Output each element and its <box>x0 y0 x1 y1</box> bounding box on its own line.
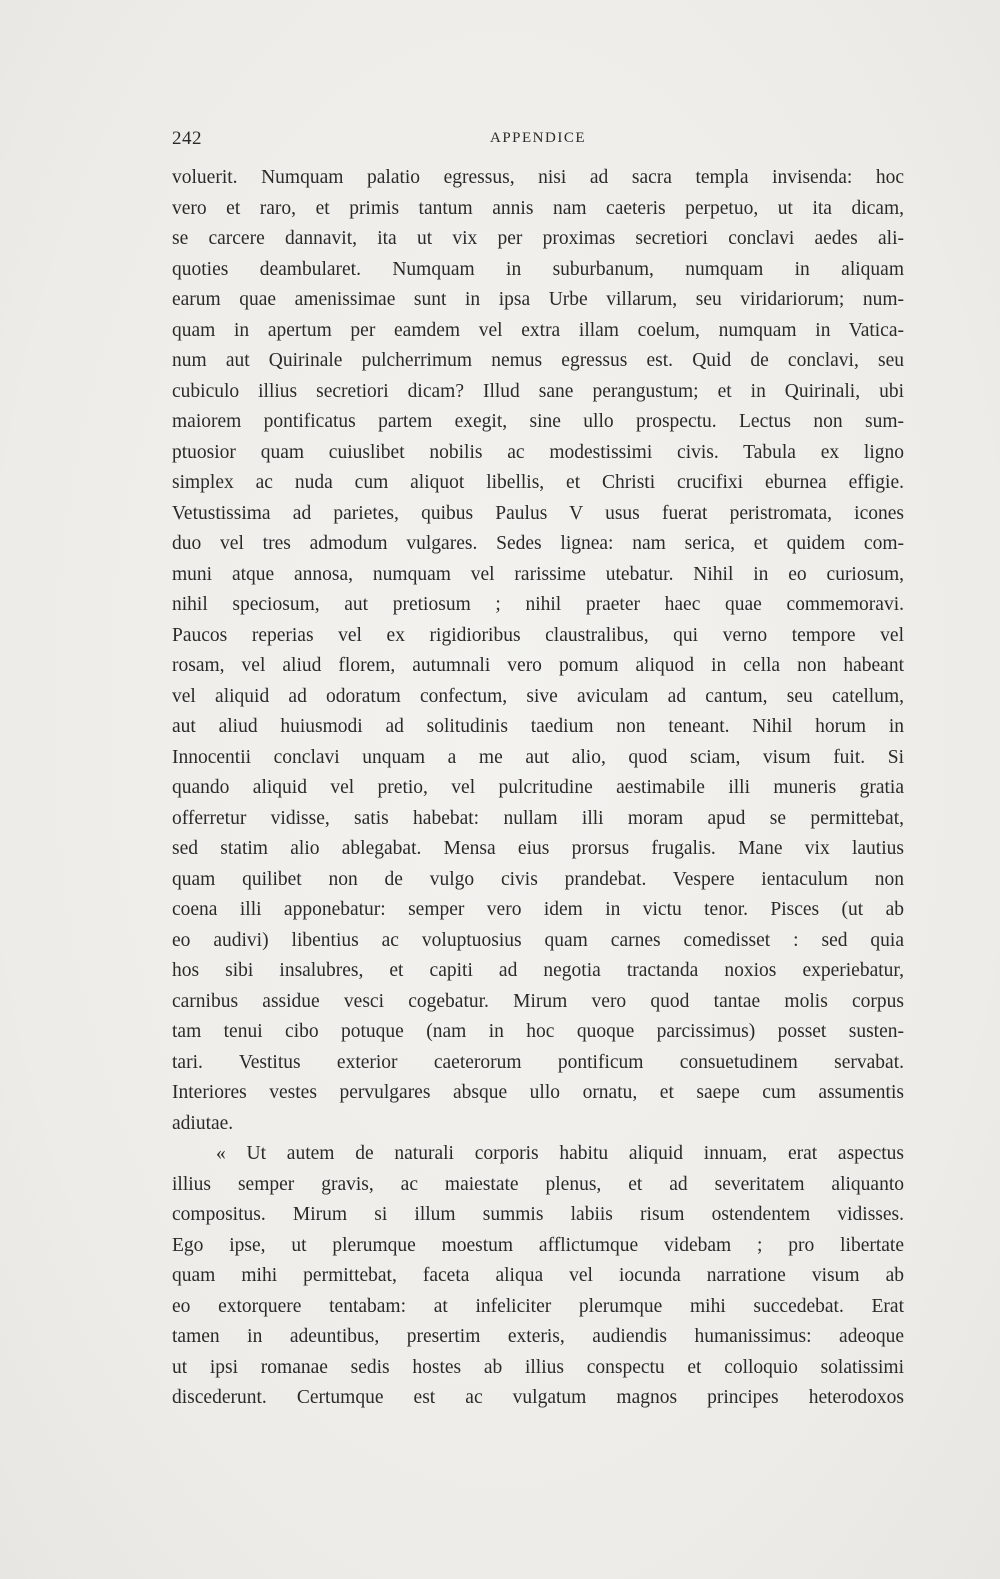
text-line: cubiculo illius secretiori dicam? Illud sane perangustum; et in Quirinali, ubi <box>172 380 904 402</box>
text-line: maiorem pontificatus partem exegit, sine ullo prospectu. Lectus non sum- <box>172 411 904 432</box>
text-line: hos sibi insalubres, et capiti ad negotia tractanda noxios experiebatur, <box>172 960 904 981</box>
running-head <box>172 128 904 152</box>
text-line: Vetustissima ad parietes, quibus Paulus V usus fuerat peristromata, icones <box>172 502 904 524</box>
text-line: illius semper gravis, ac maiestate plenus, et ad severitatem aliquanto <box>172 1173 904 1195</box>
text-line: quoties deambularet. Numquam in suburbanum, numquam in aliquam <box>172 258 904 280</box>
text-line: earum quae amenissimae sunt in ipsa Urbe villarum, seu viridariorum; num- <box>172 289 904 310</box>
text-line: quam quilibet non de vulgo civis prandebat. Vespere ientaculum non <box>172 868 904 890</box>
text-line: quando aliquid vel pretio, vel pulcritudine aestimabile illi muneris gratia <box>172 777 904 798</box>
text-line: eo extorquere tentabam: at infeliciter plerumque mihi succedebat. Erat <box>172 1295 904 1317</box>
text-line: num aut Quirinale pulcherrimum nemus egressus est. Quid de conclavi, seu <box>172 350 904 371</box>
text-line: sed statim alio ablegabat. Mensa eius prorsus frugalis. Mane vix lautius <box>172 838 904 859</box>
text-line: carnibus assidue vesci cogebatur. Mirum vero quod tantae molis corpus <box>172 990 904 1012</box>
text-line: se carcere dannavit, ita ut vix per proximas secretiori conclavi aedes ali- <box>172 228 904 249</box>
running-title: APPENDICE <box>489 130 586 146</box>
body-text <box>172 163 904 1414</box>
text-line: vel aliquid ad odoratum confectum, sive aviculam ad cantum, seu catellum, <box>172 685 904 707</box>
text-line: offerretur vidisse, satis habebat: nullam illi moram apud se permittebat, <box>172 807 904 829</box>
text-line: aut aliud huiusmodi ad solitudinis taedium non teneant. Nihil horum in <box>172 716 904 737</box>
text-line: nihil speciosum, aut pretiosum ; nihil praeter haec quae commemoravi. <box>172 594 904 615</box>
text-line: tamen in adeuntibus, presertim exteris, audiendis humanissimus: adeoque <box>172 1326 904 1347</box>
text-line: adiutae. <box>172 1112 234 1134</box>
text-line: duo vel tres admodum vulgares. Sedes lignea: nam serica, et quidem com- <box>172 533 904 554</box>
text-line: « Ut autem de naturali corporis habitu aliquid innuam, erat aspectus <box>216 1143 904 1164</box>
text-line: muni atque annosa, numquam vel rarissime utebatur. Nihil in eo curiosum, <box>172 563 904 585</box>
text-line: rosam, vel aliud florem, autumnali vero pomum aliquod in cella non habeant <box>172 655 904 676</box>
text-line: Interiores vestes pervulgares absque ullo ornatu, et saepe cum assumentis <box>172 1082 904 1103</box>
text-line: tari. Vestitus exterior caeterorum pontificum consuetudinem servabat. <box>172 1051 904 1073</box>
text-line: Ego ipse, ut plerumque moestum afflictumque videbam ; pro libertate <box>172 1234 904 1256</box>
text-line: tam tenui cibo potuque (nam in hoc quoque parcissimus) posset susten- <box>172 1021 904 1042</box>
paragraph <box>172 1139 904 1414</box>
text-line: compositus. Mirum si illum summis labiis risum ostendentem vidisses. <box>172 1204 904 1225</box>
text-line: quam mihi permittebat, faceta aliqua vel iocunda narratione visum ab <box>172 1265 904 1286</box>
text-line: Innocentii conclavi unquam a me aut alio, quod sciam, visum fuit. Si <box>172 746 904 768</box>
paragraph <box>172 163 904 1139</box>
text-line: quam in apertum per eamdem vel extra illam coelum, numquam in Vatica- <box>172 319 904 341</box>
text-line: vero et raro, et primis tantum annis nam caeteris perpetuo, ut ita dicam, <box>172 197 904 219</box>
page-number: 242 <box>172 128 202 149</box>
text-line: discederunt. Certumque est ac vulgatum magnos principes heterodoxos <box>172 1387 904 1408</box>
text-line: Paucos reperias vel ex rigidioribus claustralibus, qui verno tempore vel <box>172 624 904 646</box>
text-line: voluerit. Numquam palatio egressus, nisi ad sacra templa invisenda: hoc <box>172 167 904 188</box>
text-line: simplex ac nuda cum aliquot libellis, et Christi crucifixi eburnea effigie. <box>172 472 904 493</box>
text-line: ut ipsi romanae sedis hostes ab illius conspectu et colloquio solatissimi <box>172 1356 904 1378</box>
text-line: ptuosior quam cuiuslibet nobilis ac modestissimi civis. Tabula ex ligno <box>172 441 904 463</box>
text-line: coena illi apponebatur: semper vero idem in victu tenor. Pisces (ut ab <box>172 899 904 920</box>
text-line: eo audivi) libentius ac voluptuosius quam carnes comedisset : sed quia <box>172 929 904 951</box>
